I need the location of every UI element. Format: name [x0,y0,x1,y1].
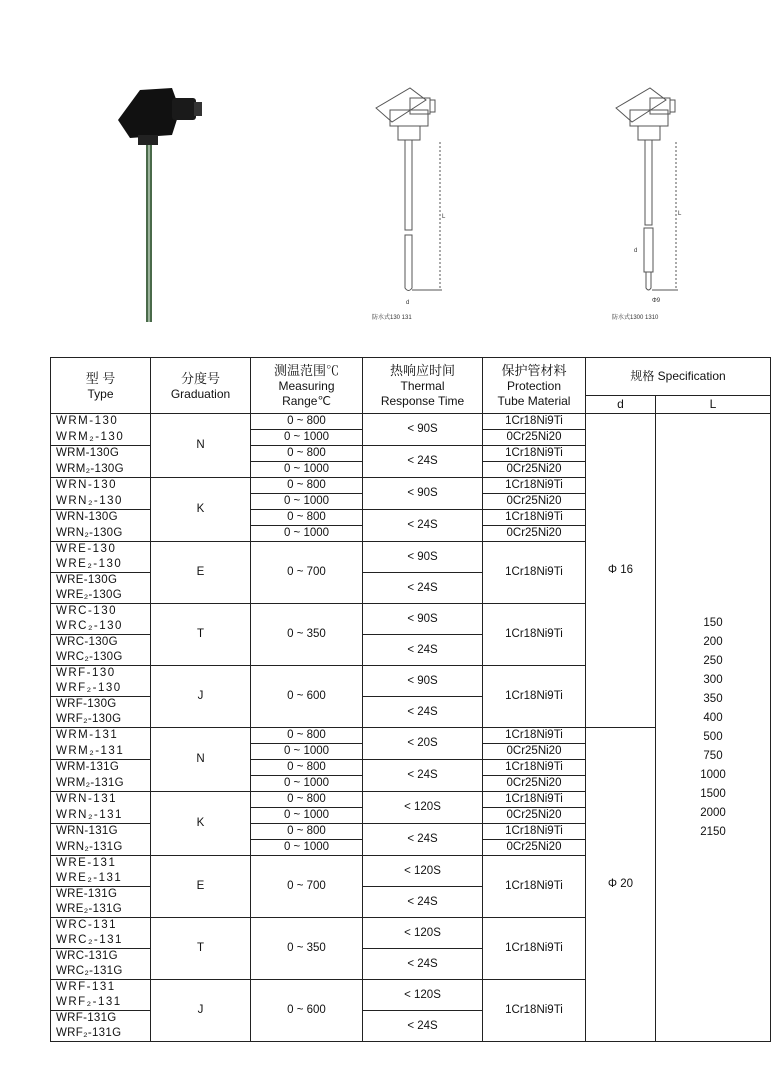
type-cell: WRM-131 [51,728,151,744]
range-cell: 0 ~ 1000 [251,494,363,510]
type-cell: WRN-131 [51,792,151,808]
range-cell: 0 ~ 1000 [251,840,363,856]
response-cell: < 90S [363,666,483,697]
d-cell: Φ 16 [586,414,656,728]
graduation-cell: J [151,666,251,728]
L-value: 350 [703,692,723,705]
material-cell: 0Cr25Ni20 [483,808,586,824]
header-specification: 规格 Specification [586,358,771,396]
material-cell: 1Cr18Ni9Ti [483,980,586,1042]
material-cell: 1Cr18Ni9Ti [483,542,586,604]
material-cell: 0Cr25Ni20 [483,744,586,760]
type-cell: WRE-130G [51,573,151,589]
type-cell: WRM-130G [51,446,151,462]
type-cell: WRN₂-130G [51,526,151,542]
type-cell: WRN₂-131 [51,808,151,824]
material-cell: 1Cr18Ni9Ti [483,856,586,918]
range-cell: 0 ~ 700 [251,542,363,604]
type-cell: WRE-131 [51,856,151,872]
range-cell: 0 ~ 800 [251,414,363,430]
response-cell: < 24S [363,949,483,980]
range-cell: 0 ~ 800 [251,824,363,840]
svg-text:d: d [406,300,410,306]
type-cell: WRE-131G [51,887,151,903]
type-cell: WRF₂-130G [51,712,151,728]
svg-text:d: d [634,248,638,254]
type-cell: WRM₂-131 [51,744,151,760]
response-cell: < 24S [363,573,483,604]
range-cell: 0 ~ 700 [251,856,363,918]
response-cell: < 24S [363,635,483,666]
L-value: 150 [703,616,723,629]
type-cell: WRC₂-131 [51,933,151,949]
header-d: d [586,396,656,414]
d-cell: Φ 20 [586,728,656,1042]
material-cell: 1Cr18Ni9Ti [483,604,586,666]
response-cell: < 24S [363,887,483,918]
graduation-cell: N [151,414,251,478]
range-cell: 0 ~ 800 [251,728,363,744]
type-cell: WRE₂-130 [51,557,151,573]
range-cell: 0 ~ 600 [251,980,363,1042]
material-cell: 0Cr25Ni20 [483,776,586,792]
range-cell: 0 ~ 1000 [251,808,363,824]
response-cell: < 24S [363,824,483,856]
range-cell: 0 ~ 800 [251,510,363,526]
range-cell: 0 ~ 1000 [251,744,363,760]
L-value: 2000 [700,806,726,819]
type-cell: WRN-130 [51,478,151,494]
material-cell: 0Cr25Ni20 [483,430,586,446]
response-cell: < 24S [363,510,483,542]
L-value: 300 [703,673,723,686]
range-cell: 0 ~ 800 [251,792,363,808]
type-cell: WRC₂-131G [51,964,151,980]
range-cell: 0 ~ 800 [251,760,363,776]
response-cell: < 24S [363,1011,483,1042]
type-cell: WRN₂-130 [51,494,151,510]
L-value: 750 [703,749,723,762]
material-cell: 1Cr18Ni9Ti [483,760,586,776]
specification-table [50,357,771,1042]
response-cell: < 120S [363,980,483,1011]
type-cell: WRC-130 [51,604,151,620]
type-cell: WRE₂-130G [51,588,151,604]
graduation-cell: E [151,856,251,918]
type-cell: WRF₂-130 [51,681,151,697]
range-cell: 0 ~ 800 [251,446,363,462]
material-cell: 0Cr25Ni20 [483,494,586,510]
header-response: 热响应时间 Thermal Response Time [363,358,483,414]
range-cell: 0 ~ 600 [251,666,363,728]
response-cell: < 120S [363,792,483,824]
type-cell: WRE-130 [51,542,151,558]
type-cell: WRF-130 [51,666,151,682]
material-cell: 1Cr18Ni9Ti [483,666,586,728]
header-L: L [656,396,771,414]
type-cell: WRC-130G [51,635,151,651]
svg-text:L: L [442,214,446,220]
response-cell: < 90S [363,414,483,446]
L-cell [656,414,771,1042]
type-cell: WRN₂-131G [51,840,151,856]
type-cell: WRC₂-130G [51,650,151,666]
type-cell: WRC-131 [51,918,151,934]
header-material: 保护管材料 Protection Tube Material [483,358,586,414]
material-cell: 1Cr18Ni9Ti [483,824,586,840]
range-cell: 0 ~ 800 [251,478,363,494]
type-cell: WRF-131 [51,980,151,996]
graduation-cell: K [151,792,251,856]
type-cell: WRM-131G [51,760,151,776]
graduation-cell: T [151,604,251,666]
drawing1-caption: 防水式130 131 [372,315,412,321]
range-cell: 0 ~ 1000 [251,526,363,542]
material-cell: 1Cr18Ni9Ti [483,792,586,808]
type-cell: WRF-130G [51,697,151,713]
table-row [51,414,771,430]
type-cell: WRF-131G [51,1011,151,1027]
type-cell: WRC-131G [51,949,151,965]
response-cell: < 24S [363,446,483,478]
type-cell: WRM₂-130G [51,462,151,478]
L-value: 200 [703,635,723,648]
header-type: 型 号 Type [51,358,151,414]
response-cell: < 90S [363,478,483,510]
range-cell: 0 ~ 1000 [251,462,363,478]
type-cell: WRN-131G [51,824,151,840]
L-value: 250 [703,654,723,667]
drawing2-caption: 防水式1300 1310 [612,315,659,321]
type-cell: WRF₂-131 [51,995,151,1011]
response-cell: < 120S [363,856,483,887]
material-cell: 0Cr25Ni20 [483,840,586,856]
type-cell: WRN-130G [51,510,151,526]
L-value: 1000 [700,768,726,781]
response-cell: < 24S [363,697,483,728]
type-cell: WRM-130 [51,414,151,430]
L-value: 2150 [700,825,726,838]
graduation-cell: J [151,980,251,1042]
graduation-cell: N [151,728,251,792]
thermocouple-photo [110,80,220,330]
range-cell: 0 ~ 1000 [251,776,363,792]
graduation-cell: T [151,918,251,980]
material-cell: 1Cr18Ni9Ti [483,446,586,462]
range-cell: 0 ~ 350 [251,918,363,980]
L-value: 1500 [700,787,726,800]
thermocouple-drawing-130 [370,80,450,310]
thermocouple-drawing-1300 [610,80,690,310]
L-value: 400 [703,711,723,724]
svg-text:Φ9: Φ9 [652,298,661,304]
type-cell: WRF₂-131G [51,1026,151,1042]
range-cell: 0 ~ 1000 [251,430,363,446]
material-cell: 1Cr18Ni9Ti [483,918,586,980]
response-cell: < 90S [363,542,483,573]
material-cell: 0Cr25Ni20 [483,462,586,478]
material-cell: 1Cr18Ni9Ti [483,414,586,430]
graduation-cell: E [151,542,251,604]
type-cell: WRM₂-130 [51,430,151,446]
L-value: 500 [703,730,723,743]
header-graduation: 分度号 Graduation [151,358,251,414]
response-cell: < 90S [363,604,483,635]
response-cell: < 120S [363,918,483,949]
range-cell: 0 ~ 350 [251,604,363,666]
type-cell: WRE₂-131G [51,902,151,918]
material-cell: 1Cr18Ni9Ti [483,728,586,744]
header-range: 测温范围℃ Measuring Range℃ [251,358,363,414]
graduation-cell: K [151,478,251,542]
material-cell: 0Cr25Ni20 [483,526,586,542]
svg-text:L: L [678,211,682,217]
type-cell: WRE₂-131 [51,871,151,887]
type-cell: WRM₂-131G [51,776,151,792]
material-cell: 1Cr18Ni9Ti [483,510,586,526]
material-cell: 1Cr18Ni9Ti [483,478,586,494]
type-cell: WRC₂-130 [51,619,151,635]
response-cell: < 20S [363,728,483,760]
response-cell: < 24S [363,760,483,792]
